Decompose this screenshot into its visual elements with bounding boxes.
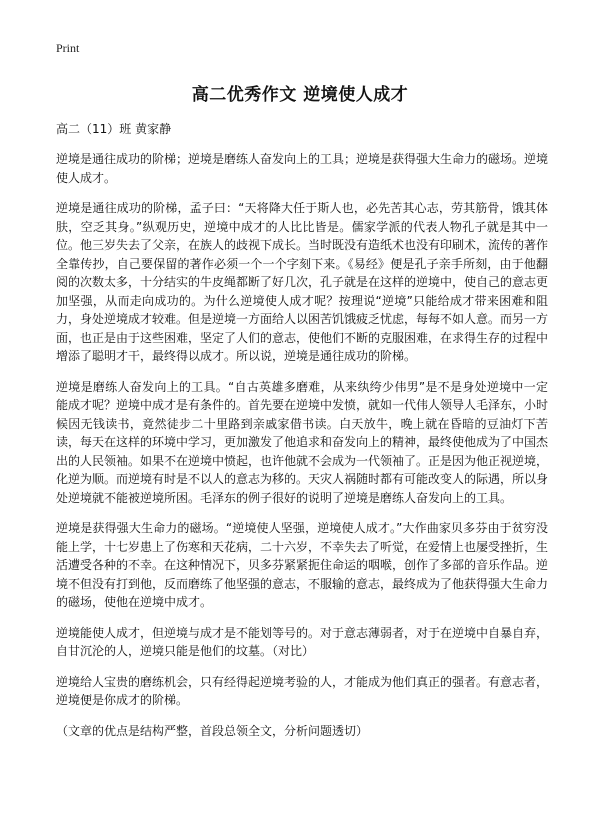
page-title: 高二优秀作文 逆境使人成才 bbox=[191, 85, 409, 105]
author-line: 高二（11）班 黄家静 bbox=[56, 122, 172, 136]
article-body bbox=[56, 150, 548, 752]
paragraph-ladder: 逆境是通往成功的阶梯，孟子曰：“天将降大任于斯人也，必先苦其心志，劳其筋骨，饿其体肤，空乏其身。”纵观历史，逆境中成才的人比比皆是。儒家学派的代表人物孔子就是其中一位。他三岁失去了父亲，在族人的歧视下成长。当时既没有造纸术也没有印刷术，流传的著作全靠传抄，自己要保留的著作必须一个一个字刻下来。《易经》便是孔子亲手所刻，由于他翻阅的次数太多，十分结实的牛皮绳都断了好几次，孔子就是在这样的逆境中，使自己的意志更加坚强，从而走向成功的。为什么逆境使人成才呢？按理说“逆境”只能给成才带来困难和阻力，身处逆境成才较难。但是逆境一方面给人以困苦饥饿疲乏忧虑，每每不如人意。而另一方面，也正是由于这些困难，坚定了人们的意志，使他们不断的克服困难，在求得生存的过程中增添了聪明才干，最终得以成才。所以说，逆境是通往成功的阶梯。 bbox=[56, 201, 549, 363]
print-link[interactable]: Print bbox=[56, 41, 80, 55]
paragraph-intro: 逆境是通往成功的阶梯；逆境是磨练人奋发向上的工具；逆境是获得强大生命力的磁场。逆境使人成才。 bbox=[56, 152, 549, 185]
paragraph-contrast: 逆境能使人成才，但逆境与成才是不能划等号的。对于意志薄弱者，对于在逆境中自暴自弃，自甘沉沦的人，逆境只能是他们的坟墓。（对比） bbox=[56, 625, 549, 658]
paragraph-comment: （文章的优点是结构严整，首段总领全文，分析问题透切） bbox=[56, 723, 369, 738]
paragraph-conclusion: 逆境给人宝贵的磨练机会，只有经得起逆境考验的人，才能成为他们真正的强者。有意志者，逆境便是你成才的阶梯。 bbox=[56, 674, 549, 707]
paragraph-magnetic-field: 逆境是获得强大生命力的磁场。“逆境使人坚强，逆境使人成才。”大作曲家贝多芬由于贫穷没能上学，十七岁患上了伤寒和天花病，二十六岁，不幸失去了听觉，在爱情上也屡受挫折，生活遭受各种的不幸。在这种情况下，贝多芬紧紧扼住命运的咽喉，创作了多部的音乐作品。逆境不但没有打到他，反而磨练了他坚强的意志，不服输的意志，最终成为了他获得强大生命力的磁场，使他在逆境中成才。 bbox=[56, 521, 549, 609]
paragraph-tool: 逆境是磨练人奋发向上的工具。“自古英雄多磨难，从来纨绔少伟男”是不是身处逆境中一定能成才呢？逆境中成才是有条件的。首先要在逆境中发愤，就如一代伟人领导人毛泽东，小时候因无钱读书，竟然徒步二十里路到亲戚家借书读。白天放牛，晚上就在昏暗的豆油灯下苦读，每天在这样的环境中学习，更加激发了他追求和奋发向上的精神，最终使他成为了中国杰出的人民领袖。如果不在逆境中愤起，也许他就不会成为一代领袖了。正是因为他正视逆境，化逆为顺。而逆境有时是不以人的意志为移的。天灾人祸随时都有可能改变人的际遇，所以身处逆境就不能被逆境所困。毛泽东的例子很好的说明了逆境是磨练人奋发向上的工具。 bbox=[56, 379, 549, 505]
